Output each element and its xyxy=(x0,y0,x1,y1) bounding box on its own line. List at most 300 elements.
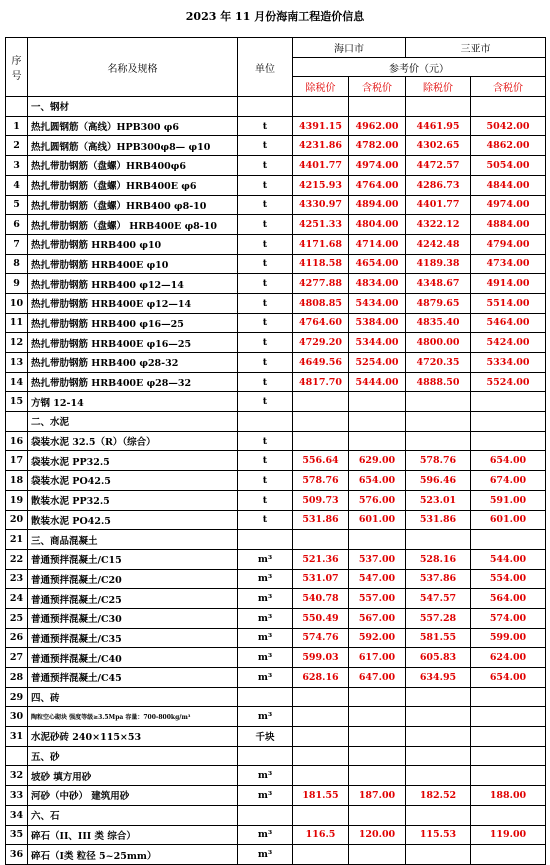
haikou-inc-tax-price: 120.00 xyxy=(349,825,406,845)
item-name: 普通预拌混凝土/C40 xyxy=(28,648,238,668)
sanya-inc-tax-price xyxy=(471,727,546,747)
row-number: 26 xyxy=(6,628,28,648)
table-row xyxy=(6,234,546,254)
haikou-inc-tax-price: 547.00 xyxy=(349,569,406,589)
item-name: 热扎圆钢筋（高线）HPB300 φ6 xyxy=(28,116,238,136)
haikou-ex-tax-price: 4171.68 xyxy=(293,234,349,254)
row-number: 9 xyxy=(6,274,28,294)
row-number: 3 xyxy=(6,156,28,176)
sanya-ex-tax-price xyxy=(406,727,471,747)
sanya-inc-tax-price: 654.00 xyxy=(471,451,546,471)
row-number: 2 xyxy=(6,136,28,156)
table-row xyxy=(6,392,546,412)
row-number: 33 xyxy=(6,786,28,806)
item-name: 普通预拌混凝土/C45 xyxy=(28,668,238,688)
empty-cell xyxy=(238,412,293,432)
row-number: 15 xyxy=(6,392,28,412)
sanya-inc-tax-price: 5334.00 xyxy=(471,353,546,373)
table-row xyxy=(6,136,546,156)
table-row xyxy=(6,254,546,274)
row-number: 6 xyxy=(6,215,28,235)
haikou-inc-tax-price xyxy=(349,707,406,727)
table-row xyxy=(6,490,546,510)
table-row xyxy=(6,727,546,747)
haikou-inc-tax-price xyxy=(349,431,406,451)
section-title: 一、钢材 xyxy=(28,97,238,117)
item-name: 热扎带肋钢筋 HRB400E φ28—32 xyxy=(28,372,238,392)
table-row xyxy=(6,608,546,628)
sanya-ex-tax-price: 4302.65 xyxy=(406,136,471,156)
haikou-ex-tax-price: 4391.15 xyxy=(293,116,349,136)
row-number xyxy=(6,412,28,432)
table-row xyxy=(6,313,546,333)
sanya-ex-tax-price: 115.53 xyxy=(406,825,471,845)
section-row xyxy=(6,687,546,707)
empty-cell xyxy=(406,687,471,707)
row-number: 31 xyxy=(6,727,28,747)
sanya-inc-tax-price: 601.00 xyxy=(471,510,546,530)
sanya-inc-tax-price: 5054.00 xyxy=(471,156,546,176)
haikou-inc-tax-price: 601.00 xyxy=(349,510,406,530)
header-ex-tax: 除税价 xyxy=(406,77,471,97)
table-row xyxy=(6,668,546,688)
row-number: 18 xyxy=(6,471,28,491)
haikou-ex-tax-price: 599.03 xyxy=(293,648,349,668)
table-row xyxy=(6,707,546,727)
sanya-ex-tax-price: 523.01 xyxy=(406,490,471,510)
empty-cell xyxy=(406,97,471,117)
sanya-inc-tax-price: 4914.00 xyxy=(471,274,546,294)
sanya-inc-tax-price: 574.00 xyxy=(471,608,546,628)
haikou-ex-tax-price: 116.5 xyxy=(293,825,349,845)
table-row xyxy=(6,116,546,136)
item-unit: t xyxy=(238,353,293,373)
empty-cell xyxy=(471,97,546,117)
item-unit: m³ xyxy=(238,786,293,806)
table-row xyxy=(6,549,546,569)
sanya-ex-tax-price xyxy=(406,845,471,865)
table-row xyxy=(6,274,546,294)
row-number: 32 xyxy=(6,766,28,786)
item-unit: t xyxy=(238,156,293,176)
item-name: 坡砂 填方用砂 xyxy=(28,766,238,786)
empty-cell xyxy=(238,97,293,117)
table-row xyxy=(6,293,546,313)
item-name: 热扎带肋钢筋 HRB400 φ28-32 xyxy=(28,353,238,373)
haikou-ex-tax-price: 4277.88 xyxy=(293,274,349,294)
section-title: 五、砂 xyxy=(28,746,238,766)
sanya-ex-tax-price: 634.95 xyxy=(406,668,471,688)
table-row xyxy=(6,333,546,353)
item-unit: t xyxy=(238,293,293,313)
item-unit: t xyxy=(238,431,293,451)
table-row xyxy=(6,786,546,806)
item-unit: m³ xyxy=(238,549,293,569)
section-title: 三、商品混凝土 xyxy=(28,530,238,550)
row-number: 35 xyxy=(6,825,28,845)
sanya-inc-tax-price: 5424.00 xyxy=(471,333,546,353)
sanya-inc-tax-price: 4794.00 xyxy=(471,234,546,254)
sanya-ex-tax-price: 4461.95 xyxy=(406,116,471,136)
sanya-ex-tax-price: 4242.48 xyxy=(406,234,471,254)
item-unit: m³ xyxy=(238,668,293,688)
haikou-inc-tax-price: 592.00 xyxy=(349,628,406,648)
sanya-ex-tax-price: 4348.67 xyxy=(406,274,471,294)
sanya-inc-tax-price xyxy=(471,431,546,451)
item-unit: 千块 xyxy=(238,727,293,747)
item-name: 热扎圆钢筋（高线）HPB300φ8— φ10 xyxy=(28,136,238,156)
table-row xyxy=(6,825,546,845)
haikou-ex-tax-price: 540.78 xyxy=(293,589,349,609)
sanya-ex-tax-price xyxy=(406,431,471,451)
haikou-ex-tax-price: 550.49 xyxy=(293,608,349,628)
row-number: 1 xyxy=(6,116,28,136)
item-unit: t xyxy=(238,234,293,254)
item-unit: m³ xyxy=(238,569,293,589)
item-name: 热扎带肋钢筋 HRB400E φ10 xyxy=(28,254,238,274)
haikou-inc-tax-price xyxy=(349,845,406,865)
haikou-inc-tax-price xyxy=(349,392,406,412)
row-number: 14 xyxy=(6,372,28,392)
table-row xyxy=(6,845,546,865)
sanya-ex-tax-price xyxy=(406,707,471,727)
section-row xyxy=(6,805,546,825)
haikou-ex-tax-price: 556.64 xyxy=(293,451,349,471)
haikou-ex-tax-price: 4729.20 xyxy=(293,333,349,353)
row-number: 5 xyxy=(6,195,28,215)
empty-cell xyxy=(349,530,406,550)
haikou-ex-tax-price xyxy=(293,727,349,747)
haikou-inc-tax-price: 629.00 xyxy=(349,451,406,471)
table-row xyxy=(6,471,546,491)
sanya-ex-tax-price xyxy=(406,392,471,412)
header-unit: 单位 xyxy=(238,38,293,97)
sanya-inc-tax-price: 624.00 xyxy=(471,648,546,668)
item-name: 袋装水泥 PO42.5 xyxy=(28,471,238,491)
item-unit: m³ xyxy=(238,845,293,865)
sanya-ex-tax-price: 4835.40 xyxy=(406,313,471,333)
item-unit: t xyxy=(238,254,293,274)
item-unit: m³ xyxy=(238,707,293,727)
row-number: 24 xyxy=(6,589,28,609)
table-row xyxy=(6,648,546,668)
sanya-inc-tax-price: 564.00 xyxy=(471,589,546,609)
sanya-ex-tax-price: 581.55 xyxy=(406,628,471,648)
row-number: 21 xyxy=(6,530,28,550)
table-row xyxy=(6,569,546,589)
item-name: 普通预拌混凝土/C25 xyxy=(28,589,238,609)
sanya-inc-tax-price: 544.00 xyxy=(471,549,546,569)
header-ex-tax: 除税价 xyxy=(293,77,349,97)
table-row xyxy=(6,195,546,215)
sanya-ex-tax-price xyxy=(406,766,471,786)
haikou-ex-tax-price: 4251.33 xyxy=(293,215,349,235)
sanya-inc-tax-price xyxy=(471,392,546,412)
item-unit: t xyxy=(238,313,293,333)
item-name: 陶粒空心砌块 强度等级≥3.5Mpa 容量：700-800kg/m³ xyxy=(28,707,238,727)
item-name: 热扎带肋钢筋（盘螺） HRB400E φ8-10 xyxy=(28,215,238,235)
section-row xyxy=(6,97,546,117)
row-number: 30 xyxy=(6,707,28,727)
sanya-ex-tax-price: 4472.57 xyxy=(406,156,471,176)
sanya-inc-tax-price: 5524.00 xyxy=(471,372,546,392)
haikou-inc-tax-price: 5384.00 xyxy=(349,313,406,333)
item-unit: m³ xyxy=(238,628,293,648)
sanya-inc-tax-price: 5514.00 xyxy=(471,293,546,313)
empty-cell xyxy=(471,530,546,550)
row-number: 4 xyxy=(6,175,28,195)
header-seq: 序号 xyxy=(6,38,28,97)
sanya-inc-tax-price: 5042.00 xyxy=(471,116,546,136)
table-row xyxy=(6,451,546,471)
row-number: 19 xyxy=(6,490,28,510)
haikou-ex-tax-price: 4231.86 xyxy=(293,136,349,156)
item-name: 普通预拌混凝土/C20 xyxy=(28,569,238,589)
item-name: 热扎带肋钢筋 HRB400 φ16—25 xyxy=(28,313,238,333)
table-row xyxy=(6,156,546,176)
sanya-inc-tax-price: 654.00 xyxy=(471,668,546,688)
row-number: 22 xyxy=(6,549,28,569)
haikou-inc-tax-price: 4962.00 xyxy=(349,116,406,136)
sanya-inc-tax-price: 4734.00 xyxy=(471,254,546,274)
haikou-ex-tax-price: 531.07 xyxy=(293,569,349,589)
row-number: 10 xyxy=(6,293,28,313)
sanya-ex-tax-price: 596.46 xyxy=(406,471,471,491)
haikou-ex-tax-price: 4764.60 xyxy=(293,313,349,333)
sanya-ex-tax-price: 547.57 xyxy=(406,589,471,609)
section-row xyxy=(6,746,546,766)
item-name: 普通预拌混凝土/C35 xyxy=(28,628,238,648)
empty-cell xyxy=(349,805,406,825)
sanya-inc-tax-price: 188.00 xyxy=(471,786,546,806)
table-row xyxy=(6,766,546,786)
haikou-inc-tax-price xyxy=(349,727,406,747)
row-number: 11 xyxy=(6,313,28,333)
table-row xyxy=(6,215,546,235)
sanya-ex-tax-price: 605.83 xyxy=(406,648,471,668)
sanya-ex-tax-price: 557.28 xyxy=(406,608,471,628)
section-title: 四、砖 xyxy=(28,687,238,707)
empty-cell xyxy=(349,687,406,707)
row-number: 12 xyxy=(6,333,28,353)
haikou-ex-tax-price: 4330.97 xyxy=(293,195,349,215)
empty-cell xyxy=(406,530,471,550)
item-name: 热扎带肋钢筋（盘螺）HRB400φ6 xyxy=(28,156,238,176)
item-unit: t xyxy=(238,116,293,136)
sanya-inc-tax-price: 591.00 xyxy=(471,490,546,510)
item-name: 碎石（II、III 类 综合） xyxy=(28,825,238,845)
sanya-inc-tax-price: 4862.00 xyxy=(471,136,546,156)
haikou-inc-tax-price: 4764.00 xyxy=(349,175,406,195)
item-name: 热扎带肋钢筋（盘螺）HRB400 φ8-10 xyxy=(28,195,238,215)
price-table xyxy=(5,37,546,865)
item-name: 热扎带肋钢筋 HRB400 φ10 xyxy=(28,234,238,254)
empty-cell xyxy=(406,412,471,432)
item-unit: t xyxy=(238,451,293,471)
item-name: 普通预拌混凝土/C15 xyxy=(28,549,238,569)
item-name: 散装水泥 PO42.5 xyxy=(28,510,238,530)
item-unit: t xyxy=(238,392,293,412)
haikou-ex-tax-price xyxy=(293,766,349,786)
header-city-sanya: 三亚市 xyxy=(406,38,546,58)
section-title: 二、水泥 xyxy=(28,412,238,432)
sanya-inc-tax-price xyxy=(471,766,546,786)
haikou-ex-tax-price: 521.36 xyxy=(293,549,349,569)
item-unit: t xyxy=(238,175,293,195)
haikou-ex-tax-price: 4215.93 xyxy=(293,175,349,195)
section-row xyxy=(6,530,546,550)
empty-cell xyxy=(349,97,406,117)
table-row xyxy=(6,353,546,373)
haikou-ex-tax-price: 509.73 xyxy=(293,490,349,510)
haikou-ex-tax-price: 181.55 xyxy=(293,786,349,806)
row-number: 17 xyxy=(6,451,28,471)
haikou-ex-tax-price: 574.76 xyxy=(293,628,349,648)
item-unit: t xyxy=(238,274,293,294)
item-unit: t xyxy=(238,471,293,491)
row-number xyxy=(6,97,28,117)
row-number: 36 xyxy=(6,845,28,865)
sanya-inc-tax-price xyxy=(471,845,546,865)
item-unit: m³ xyxy=(238,825,293,845)
row-number: 23 xyxy=(6,569,28,589)
haikou-ex-tax-price xyxy=(293,845,349,865)
page-title: 2023 年 11 月份海南工程造价信息 xyxy=(185,10,365,23)
header-ref-price: 参考价（元） xyxy=(293,57,546,77)
haikou-inc-tax-price: 557.00 xyxy=(349,589,406,609)
haikou-ex-tax-price: 628.16 xyxy=(293,668,349,688)
item-name: 碎石（I类 粒径 5~25mm） xyxy=(28,845,238,865)
haikou-ex-tax-price: 4118.58 xyxy=(293,254,349,274)
empty-cell xyxy=(293,412,349,432)
item-unit: m³ xyxy=(238,589,293,609)
haikou-inc-tax-price: 5434.00 xyxy=(349,293,406,313)
haikou-ex-tax-price xyxy=(293,707,349,727)
empty-cell xyxy=(406,746,471,766)
row-number: 13 xyxy=(6,353,28,373)
sanya-ex-tax-price: 4879.65 xyxy=(406,293,471,313)
item-unit: t xyxy=(238,490,293,510)
empty-cell xyxy=(471,805,546,825)
sanya-inc-tax-price: 554.00 xyxy=(471,569,546,589)
empty-cell xyxy=(293,97,349,117)
item-unit: m³ xyxy=(238,766,293,786)
item-unit: m³ xyxy=(238,608,293,628)
haikou-ex-tax-price: 4649.56 xyxy=(293,353,349,373)
item-name: 热扎带肋钢筋（盘螺）HRB400E φ6 xyxy=(28,175,238,195)
row-number: 28 xyxy=(6,668,28,688)
haikou-inc-tax-price: 4714.00 xyxy=(349,234,406,254)
row-number: 7 xyxy=(6,234,28,254)
haikou-ex-tax-price: 4808.85 xyxy=(293,293,349,313)
sanya-ex-tax-price: 4286.73 xyxy=(406,175,471,195)
row-number: 29 xyxy=(6,687,28,707)
haikou-inc-tax-price: 647.00 xyxy=(349,668,406,688)
haikou-ex-tax-price: 531.86 xyxy=(293,510,349,530)
table-row xyxy=(6,372,546,392)
sanya-ex-tax-price: 4800.00 xyxy=(406,333,471,353)
empty-cell xyxy=(238,687,293,707)
haikou-ex-tax-price: 578.76 xyxy=(293,471,349,491)
empty-cell xyxy=(471,412,546,432)
row-number: 27 xyxy=(6,648,28,668)
header-inc-tax: 含税价 xyxy=(471,77,546,97)
item-unit: m³ xyxy=(238,648,293,668)
sanya-ex-tax-price: 4720.35 xyxy=(406,353,471,373)
table-body xyxy=(6,97,546,865)
sanya-ex-tax-price: 4401.77 xyxy=(406,195,471,215)
empty-cell xyxy=(238,805,293,825)
haikou-inc-tax-price: 617.00 xyxy=(349,648,406,668)
haikou-inc-tax-price: 5344.00 xyxy=(349,333,406,353)
haikou-inc-tax-price: 5444.00 xyxy=(349,372,406,392)
header-inc-tax: 含税价 xyxy=(349,77,406,97)
item-name: 普通预拌混凝土/C30 xyxy=(28,608,238,628)
sanya-inc-tax-price: 119.00 xyxy=(471,825,546,845)
header-city-haikou: 海口市 xyxy=(293,38,406,58)
haikou-inc-tax-price: 567.00 xyxy=(349,608,406,628)
empty-cell xyxy=(349,412,406,432)
item-unit: t xyxy=(238,136,293,156)
sanya-ex-tax-price: 537.86 xyxy=(406,569,471,589)
empty-cell xyxy=(293,687,349,707)
empty-cell xyxy=(293,746,349,766)
item-name: 袋装水泥 32.5（R）（综合） xyxy=(28,431,238,451)
item-name: 热扎带肋钢筋 HRB400E φ12—14 xyxy=(28,293,238,313)
item-name: 方钢 12-14 xyxy=(28,392,238,412)
haikou-inc-tax-price: 4894.00 xyxy=(349,195,406,215)
table-row xyxy=(6,628,546,648)
empty-cell xyxy=(471,746,546,766)
sanya-ex-tax-price: 531.86 xyxy=(406,510,471,530)
sanya-inc-tax-price: 599.00 xyxy=(471,628,546,648)
row-number: 20 xyxy=(6,510,28,530)
table-row xyxy=(6,431,546,451)
empty-cell xyxy=(293,530,349,550)
sanya-ex-tax-price: 578.76 xyxy=(406,451,471,471)
item-name: 水泥砂砖 240×115×53 xyxy=(28,727,238,747)
item-unit: t xyxy=(238,372,293,392)
sanya-ex-tax-price: 4322.12 xyxy=(406,215,471,235)
item-name: 河砂（中砂） 建筑用砂 xyxy=(28,786,238,806)
haikou-inc-tax-price: 537.00 xyxy=(349,549,406,569)
sanya-inc-tax-price: 4974.00 xyxy=(471,195,546,215)
haikou-inc-tax-price: 576.00 xyxy=(349,490,406,510)
haikou-inc-tax-price: 5254.00 xyxy=(349,353,406,373)
empty-cell xyxy=(406,805,471,825)
sanya-inc-tax-price: 5464.00 xyxy=(471,313,546,333)
item-unit: t xyxy=(238,195,293,215)
row-number: 8 xyxy=(6,254,28,274)
item-unit: t xyxy=(238,333,293,353)
row-number: 16 xyxy=(6,431,28,451)
haikou-inc-tax-price: 4834.00 xyxy=(349,274,406,294)
sanya-inc-tax-price xyxy=(471,707,546,727)
table-row xyxy=(6,589,546,609)
item-name: 散装水泥 PP32.5 xyxy=(28,490,238,510)
header-name: 名称及规格 xyxy=(28,38,238,97)
haikou-ex-tax-price xyxy=(293,392,349,412)
sanya-ex-tax-price: 4189.38 xyxy=(406,254,471,274)
row-number: 34 xyxy=(6,805,28,825)
table-row xyxy=(6,175,546,195)
haikou-inc-tax-price: 654.00 xyxy=(349,471,406,491)
haikou-inc-tax-price: 4782.00 xyxy=(349,136,406,156)
empty-cell xyxy=(293,805,349,825)
section-row xyxy=(6,412,546,432)
sanya-ex-tax-price: 4888.50 xyxy=(406,372,471,392)
haikou-ex-tax-price: 4817.70 xyxy=(293,372,349,392)
